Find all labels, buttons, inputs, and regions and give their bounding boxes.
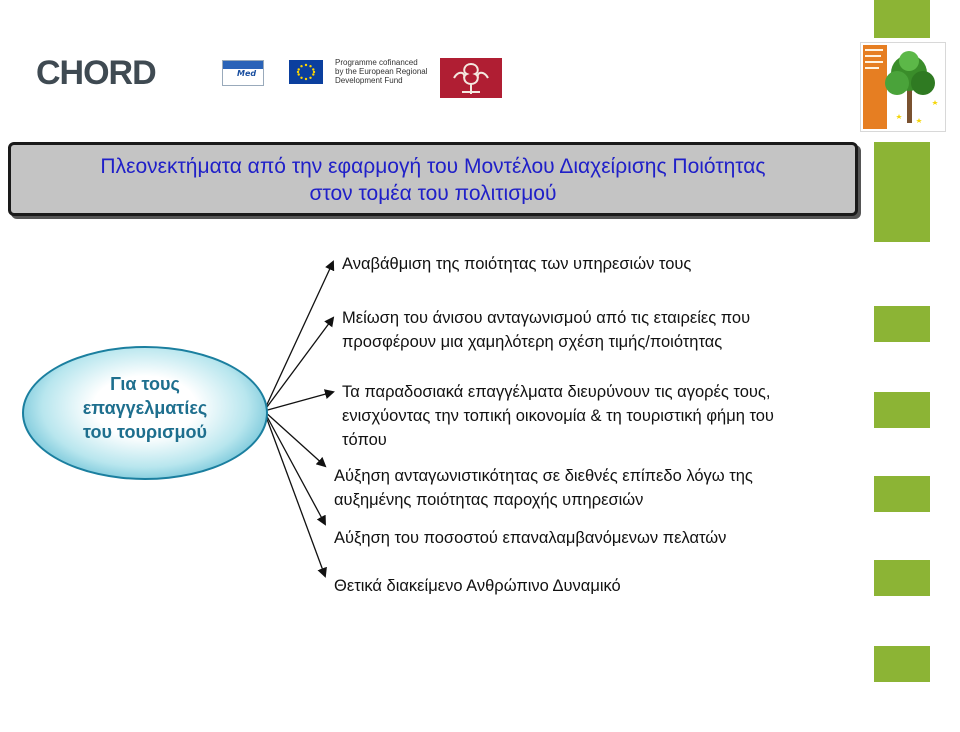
benefit-line: Τα παραδοσιακά επαγγέλματα διευρύνουν τις αγορές τους, [342, 383, 771, 401]
fund-text-line: Programme cofinanced [335, 58, 418, 67]
benefit-item [334, 526, 726, 550]
page-title-line: στον τομέα του πολιτισμού [309, 182, 557, 205]
benefit-line: Αύξηση ανταγωνιστικότητας σε διεθνές επίπεδο λόγω της [334, 467, 753, 485]
fund-text-line: by the European Regional [335, 67, 428, 76]
benefit-line: τόπου [342, 431, 387, 449]
audience-ellipse [22, 346, 268, 480]
med-logo-text: Med [237, 69, 257, 78]
benefit-line: ενισχύοντας την τοπική οικονομία & τη τουριστική φήμη του [342, 407, 774, 425]
connector-arrow [264, 318, 333, 411]
connector-arrow [264, 411, 325, 524]
audience-label-line: του τουρισμού [83, 422, 207, 442]
audience-label-line: επαγγελματίες [82, 398, 208, 418]
benefit-line: προσφέρουν μια χαμηλότερη σχέση τιμής/ποιότητας [342, 333, 723, 351]
benefit-line: Θετικά διακείμενο Ανθρώπινο Δυναμικό [334, 577, 621, 595]
benefit-item [342, 306, 750, 354]
benefit-line: Μείωση του άνισου ανταγωνισμού από τις εταιρείες που [342, 309, 751, 327]
connector-arrow [264, 262, 333, 411]
benefit-line: Αναβάθμιση της ποιότητας των υπηρεσιών τους [342, 255, 692, 273]
benefit-item [334, 574, 621, 598]
benefit-line: Αύξηση του ποσοστού επαναλαμβανόμενων πελατών [334, 529, 727, 547]
chord-logo-text: CHORD [36, 53, 156, 92]
fund-text-line: Development Fund [335, 76, 403, 85]
page-title-line: Πλεονεκτήματα από την εφαρμογή του Μοντέλου Διαχείρισης Ποιότητας [100, 155, 766, 178]
connector-arrow [264, 392, 333, 411]
benefit-item [334, 464, 753, 512]
audience-label-line: Για τους [110, 374, 180, 394]
benefit-item [342, 252, 691, 276]
audience-label [24, 372, 266, 444]
benefit-line: αυξημένης ποιότητας παροχής υπηρεσιών [334, 491, 644, 509]
connector-arrow [264, 411, 325, 466]
connector-arrow [264, 411, 325, 576]
benefit-item [342, 380, 774, 452]
